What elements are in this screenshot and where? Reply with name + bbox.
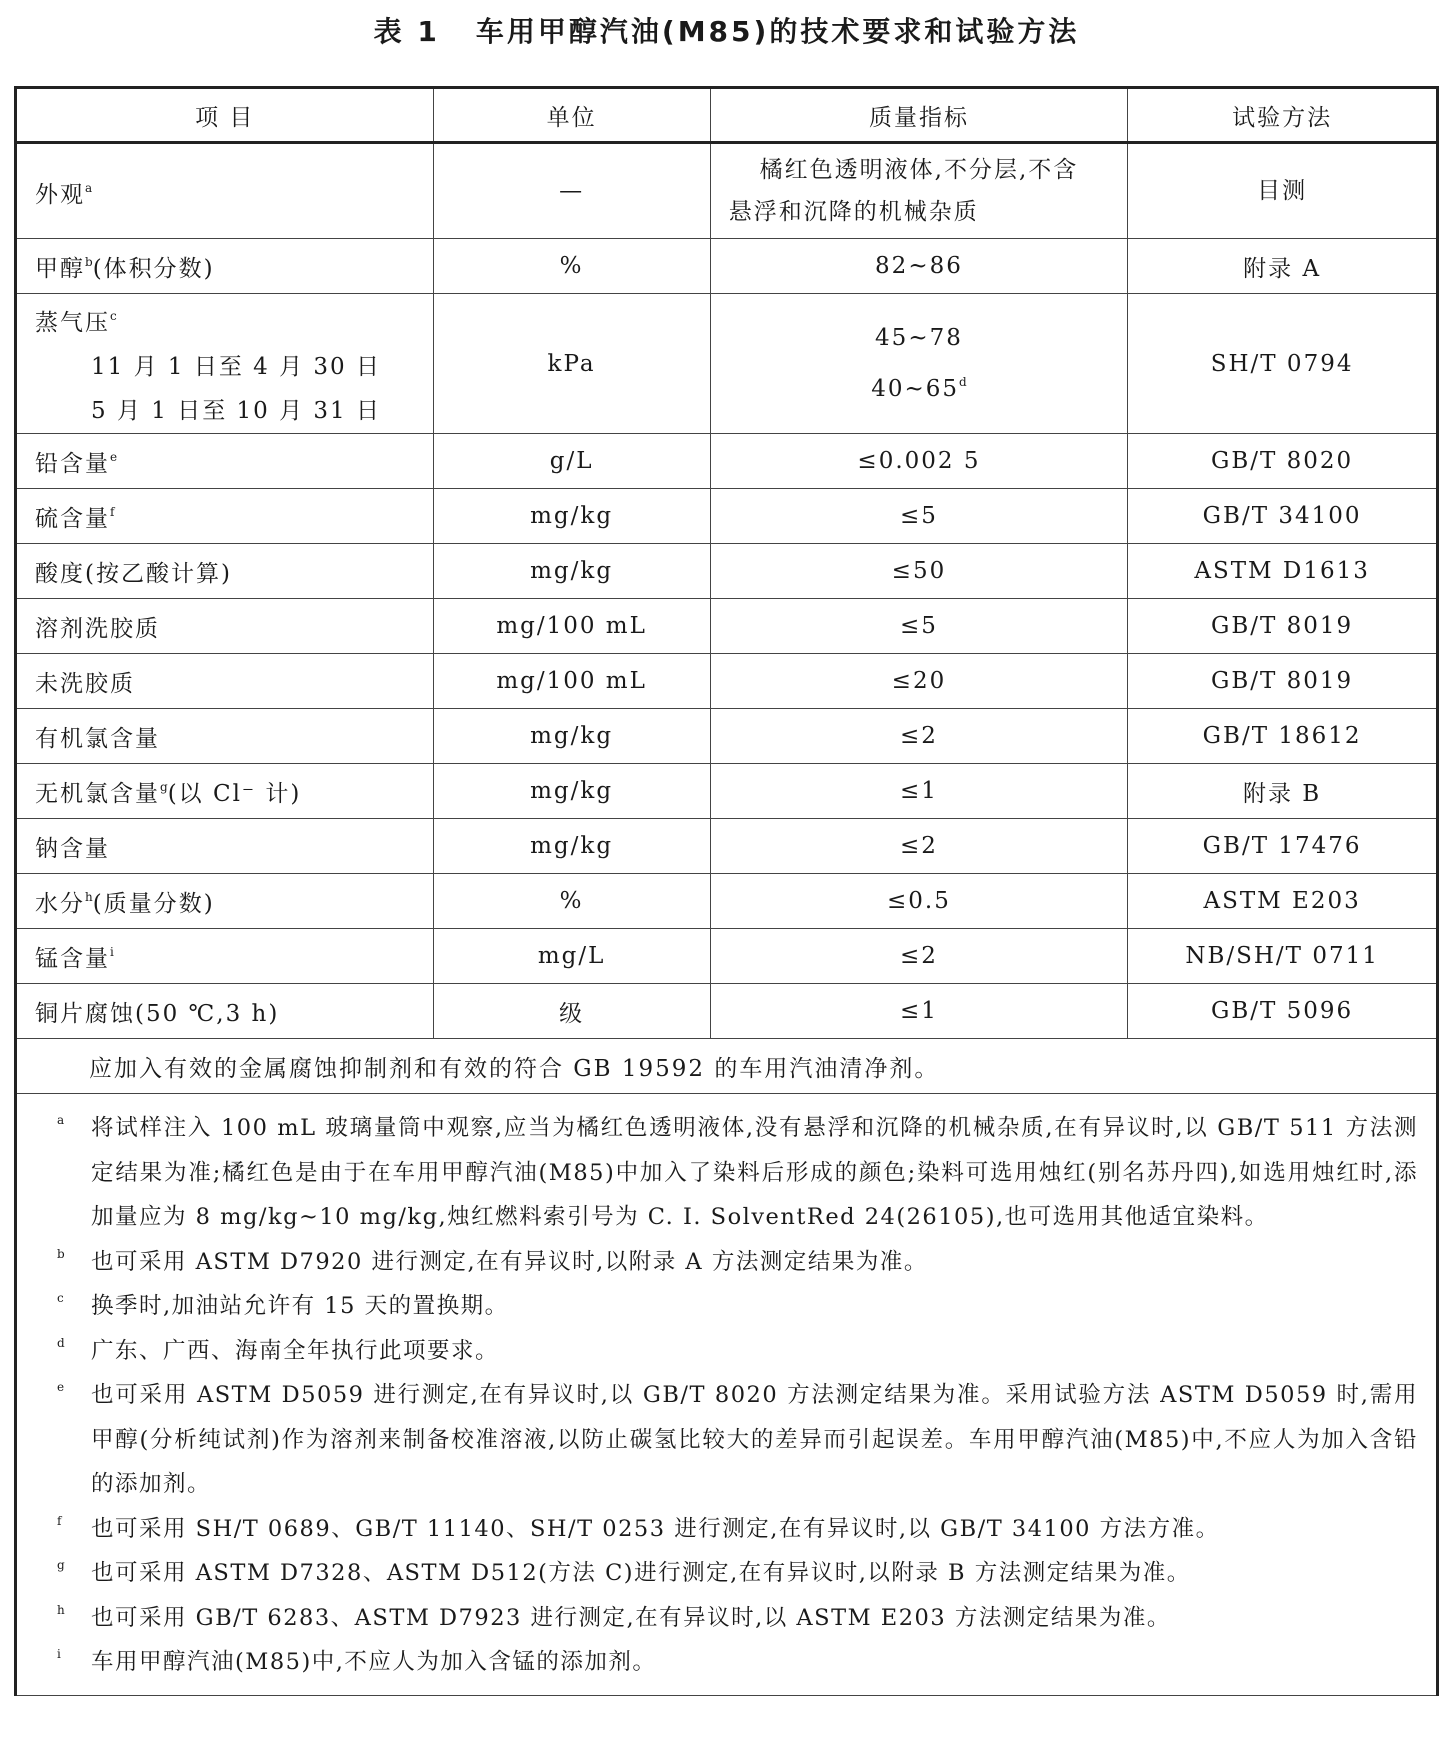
method-cell: GB/T 34100 [1128, 489, 1438, 544]
method-cell: GB/T 8020 [1128, 434, 1438, 489]
footnote-mark: g [57, 1558, 67, 1572]
unit-cell: mg/100 mL [433, 654, 710, 709]
method-cell: 目测 [1128, 143, 1438, 239]
table-row [16, 819, 1438, 874]
footnote [57, 1640, 1418, 1685]
table-row [16, 764, 1438, 819]
table-row [16, 929, 1438, 984]
footnote-text: 也可采用 ASTM D7920 进行测定,在有异议时,以附录 A 方法测定结果为准。 [91, 1248, 928, 1275]
quality-cell: ≤1 [710, 764, 1128, 819]
item-cell: 铜片腐蚀(50 ℃,3 h) [16, 984, 434, 1039]
quality-cell: ≤50 [710, 544, 1128, 599]
item-cell: 有机氯含量 [16, 709, 434, 764]
quality-cell: ≤1 [710, 984, 1128, 1039]
table-row [16, 294, 1438, 434]
header-method: 试验方法 [1128, 88, 1438, 143]
unit-cell: % [433, 874, 710, 929]
footnote-mark: c [57, 1291, 66, 1305]
requirement-note: 应加入有效的金属腐蚀抑制剂和有效的符合 GB 19592 的车用汽油清净剂。 [16, 1039, 1438, 1094]
quality-cell: ≤2 [710, 929, 1128, 984]
item-cell: 甲醇$^b$(体积分数) [16, 239, 434, 294]
header-item: 项 目 [16, 88, 434, 143]
footnote-mark: e [57, 1380, 66, 1394]
unit-cell: mg/kg [433, 819, 710, 874]
unit-cell: mg/L [433, 929, 710, 984]
method-cell: GB/T 8019 [1128, 599, 1438, 654]
table-title [0, 8, 1453, 56]
footnote-text: 将试样注入 100 mL 玻璃量筒中观察,应当为橘红色透明液体,没有悬浮和沉降的机械杂质,在有异议时,以 GB/T 511 方法测定结果为准;橘红色是由于在车用甲醇汽油(M85)中加入了染料后形成的颜色;染料可选用烛红(别名苏丹四),如选用烛红时,添加量应为 8 mg/kg~10 mg/kg,烛红燃料索引号为 C. I. SolventRed 24(26105),也可选用其他适宜染料。 [91, 1115, 1418, 1230]
quality-cell: 82~86 [710, 239, 1128, 294]
quality-cell: ≤2 [710, 709, 1128, 764]
footnote [57, 1373, 1418, 1507]
table-row [16, 143, 1438, 239]
item-cell: 溶剂洗胶质 [16, 599, 434, 654]
table-row [16, 654, 1438, 709]
footnotes-cell [16, 1094, 1438, 1696]
quality-cell: ≤5 [710, 489, 1128, 544]
table-row [16, 874, 1438, 929]
table-row [16, 239, 1438, 294]
spec-table [14, 86, 1439, 1696]
item-cell: 无机氯含量$^g$(以 Cl⁻ 计) [16, 764, 434, 819]
table-row [16, 489, 1438, 544]
quality-cell: ≤20 [710, 654, 1128, 709]
footnote-text: 换季时,加油站允许有 15 天的置换期。 [91, 1293, 509, 1319]
method-cell: SH/T 0794 [1128, 294, 1438, 434]
item-cell: 外观$^a$ [16, 143, 434, 239]
method-cell: GB/T 5096 [1128, 984, 1438, 1039]
header-row [16, 88, 1438, 143]
header-unit: 单位 [433, 88, 710, 143]
footnote-mark: d [57, 1335, 67, 1350]
quality-cell: ≤5 [710, 599, 1128, 654]
footnote-mark: f [57, 1513, 63, 1528]
item-cell: 钠含量 [16, 819, 434, 874]
item-cell: 酸度(按乙酸计算) [16, 544, 434, 599]
unit-cell: mg/100 mL [433, 599, 710, 654]
item-cell: 未洗胶质 [16, 654, 434, 709]
method-cell: GB/T 18612 [1128, 709, 1438, 764]
quality-cell: ≤2 [710, 819, 1128, 874]
footnote-text: 也可采用 GB/T 6283、ASTM D7923 进行测定,在有异议时,以 ASTM E203 方法测定结果为准。 [91, 1604, 1171, 1631]
method-cell: 附录 B [1128, 764, 1438, 819]
footnote [57, 1284, 1418, 1329]
item-cell: 铅含量$^e$ [16, 434, 434, 489]
header-quality: 质量指标 [710, 88, 1128, 143]
footnote [57, 1329, 1418, 1374]
unit-cell: kPa [433, 294, 710, 434]
footnote [57, 1596, 1418, 1641]
table-row [16, 984, 1438, 1039]
footnote [57, 1507, 1418, 1552]
quality-cell: 橘红色透明液体,不分层,不含 悬浮和沉降的机械杂质 [710, 143, 1128, 239]
unit-cell: mg/kg [433, 489, 710, 544]
quality-cell: ≤0.5 [710, 874, 1128, 929]
footnote-text: 也可采用 ASTM D7328、ASTM D512(方法 C)进行测定,在有异议时,以附录 B 方法测定结果为准。 [91, 1560, 1191, 1586]
footnote-mark: a [57, 1113, 66, 1127]
table-row [16, 599, 1438, 654]
table-row [16, 709, 1438, 764]
footnote-text: 也可采用 SH/T 0689、GB/T 11140、SH/T 0253 进行测定,在有异议时,以 GB/T 34100 方法方准。 [91, 1515, 1220, 1542]
method-cell: 附录 A [1128, 239, 1438, 294]
footnote-mark: i [57, 1647, 63, 1661]
footnotes-row [16, 1094, 1438, 1696]
item-cell: 蒸气压$^c$ 11 月 1 日至 4 月 30 日 5 月 1 日至 10 月 31 日 [16, 294, 434, 434]
footnote-mark: b [57, 1246, 67, 1261]
unit-cell: % [433, 239, 710, 294]
table-caption: 车用甲醇汽油(M85)的技术要求和试验方法 [475, 15, 1080, 48]
unit-cell: — [433, 143, 710, 239]
method-cell: GB/T 17476 [1128, 819, 1438, 874]
table-row [16, 544, 1438, 599]
unit-cell: g/L [433, 434, 710, 489]
footnote-text: 广东、广西、海南全年执行此项要求。 [91, 1337, 500, 1364]
unit-cell: mg/kg [433, 709, 710, 764]
item-cell: 锰含量$^i$ [16, 929, 434, 984]
footnote [57, 1240, 1418, 1285]
method-cell: ASTM D1613 [1128, 544, 1438, 599]
table-number: 表 1 [373, 15, 440, 48]
item-cell: 硫含量$^f$ [16, 489, 434, 544]
footnote-mark: h [57, 1602, 67, 1617]
method-cell: GB/T 8019 [1128, 654, 1438, 709]
requirement-row [16, 1039, 1438, 1094]
item-cell: 水分$^h$(质量分数) [16, 874, 434, 929]
unit-cell: mg/kg [433, 544, 710, 599]
quality-cell: 45~78 40~65$^d$ [710, 294, 1128, 434]
method-cell: ASTM E203 [1128, 874, 1438, 929]
footnote-text: 车用甲醇汽油(M85)中,不应人为加入含锰的添加剂。 [91, 1649, 657, 1675]
unit-cell: mg/kg [433, 764, 710, 819]
footnote [57, 1551, 1418, 1596]
table-row [16, 434, 1438, 489]
footnote-text: 也可采用 ASTM D5059 进行测定,在有异议时,以 GB/T 8020 方法测定结果为准。采用试验方法 ASTM D5059 时,需用甲醇(分析纯试剂)作为溶剂来制备校准溶液,以防止碳氢比较大的差异而引起误差。车用甲醇汽油(M85)中,不应人为加入含铅的添加剂。 [91, 1382, 1418, 1497]
quality-cell: ≤0.002 5 [710, 434, 1128, 489]
method-cell: NB/SH/T 0711 [1128, 929, 1438, 984]
unit-cell: 级 [433, 984, 710, 1039]
footnote [57, 1106, 1418, 1240]
